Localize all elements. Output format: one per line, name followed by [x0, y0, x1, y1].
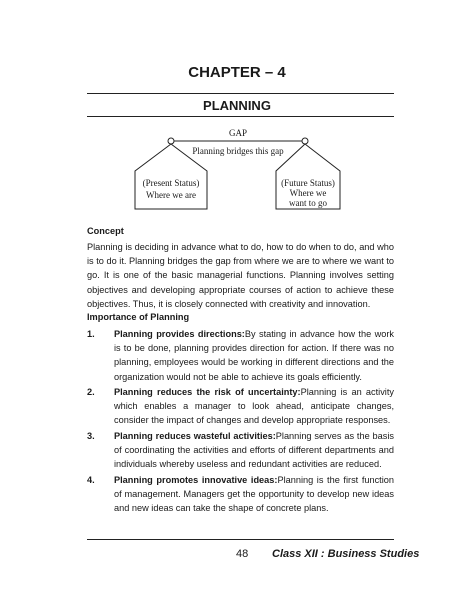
title-rule-bottom [87, 116, 394, 117]
want-to-go-label: want to go [289, 198, 327, 208]
where-we-are-label: Where we are [146, 190, 196, 200]
future-status-label: (Future Status) [281, 178, 335, 188]
list-item-lead: Planning reduces wasteful activities: [114, 431, 276, 441]
left-anchor [168, 138, 174, 144]
where-we-label: Where we [289, 188, 327, 198]
title-rule-top [87, 93, 394, 94]
list-item-lead: Planning reduces the risk of uncertainty: [114, 387, 301, 397]
page-title: PLANNING [203, 98, 271, 113]
list-item-lead: Planning provides directions: [114, 329, 245, 339]
list-item-lead: Planning promotes innovative ideas: [114, 475, 278, 485]
footer-rule [87, 539, 394, 540]
concept-heading: Concept [87, 226, 124, 236]
importance-heading: Importance of Planning [87, 312, 190, 322]
list-item-number: 4. [87, 475, 95, 485]
gap-label: GAP [228, 128, 248, 138]
list-item [87, 385, 394, 428]
list-item-text: Planning is the first function of management. Managers get the opportunity to develop new ideas and new ideas can take the shape of concrete plans. [114, 475, 394, 514]
book-title: Class XII : Business Studies [272, 548, 420, 560]
list-item-text: Planning is an activity which enables a manager to look ahead, anticipate changes, consider the impact of changes and develop appropriate responses. [114, 387, 394, 426]
concept-paragraph: Planning is deciding in advance what to do, how to do when to do, and who is to do it. Planning bridges the gap from where we are to where we want to go. It is one of the basic managerial functions. Planning involves setting objectives and developing appropriate courses of action to achieve these objectives. Thus, it is closely connected with creativity and innovation. [87, 242, 394, 309]
list-item [87, 473, 394, 516]
list-item-text: By stating in advance how the work is to be done, planning provides direction for action. If there was no planning, employees would be working in different directions and the organization would not be able to achieve its goals efficiently. [114, 329, 394, 382]
gap-diagram [130, 127, 350, 217]
list-item [87, 429, 394, 472]
bridge-label: Planning bridges this gap [192, 146, 284, 156]
list-item-number: 1. [87, 329, 95, 339]
right-anchor [302, 138, 308, 144]
list-item [87, 327, 394, 384]
list-item-number: 3. [87, 431, 95, 441]
list-item-text: Planning serves as the basis of coordinating the activities and efforts of different departments and individuals whereby useless and redundant activities are reduced. [114, 431, 394, 470]
page-number: 48 [236, 548, 249, 560]
chapter-heading: CHAPTER – 4 [188, 64, 286, 81]
present-status-label: (Present Status) [142, 178, 200, 188]
list-item-number: 2. [87, 387, 95, 397]
